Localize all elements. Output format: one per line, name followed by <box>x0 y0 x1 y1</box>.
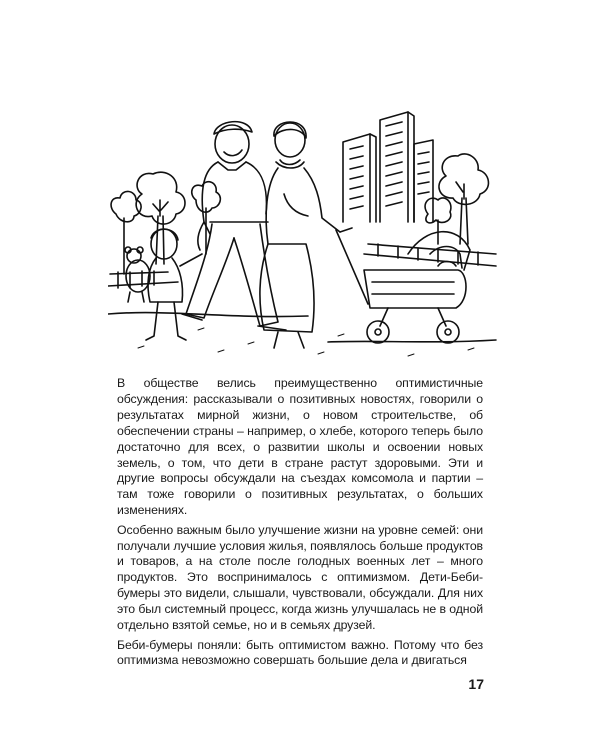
page-number: 17 <box>468 676 484 692</box>
paragraph-2: Особенно важным было улучшение жизни на уровне семей: они получали лучшие условия жилья, появлялось больше продуктов и товаров, а на столе после голодных военных лет – много продуктов. Это воспринималось с оптимизмом. Дети-Беби-бумеры это видели, слышали, чувствовали, обсуждали. Для них это был системный процесс, когда жизнь улучшалась не в одной отдельно взятой семье, но и в семьях друзей. <box>117 522 483 633</box>
mother-figure <box>260 122 340 348</box>
paragraph-1: В обществе велись преимущественно оптимистичные обсуждения: рассказывали о позитивных новостях, говорили о результатах мирной жизни, о новом строительстве, об обеспечении страны – например, о хлебе, которого теперь было достаточно для всех, о развитии школы и освоении новых земель, о том, что дети в стране растут здоровыми. Эти и другие вопросы обсуждали на съездах комсомола и партии – там тоже говорили о позитивных результатах, о больших изменениях. <box>117 376 483 518</box>
father-figure <box>182 122 286 330</box>
tree-right <box>425 154 488 244</box>
pram <box>336 228 470 343</box>
family-walk-illustration <box>108 104 498 366</box>
apartment-buildings <box>343 112 433 222</box>
body-text <box>117 376 483 669</box>
paragraph-3: Беби-бумеры поняли: быть оптимистом важно. Потому что без оптимизма невозможно совершать большие дела и двигаться <box>117 637 483 668</box>
